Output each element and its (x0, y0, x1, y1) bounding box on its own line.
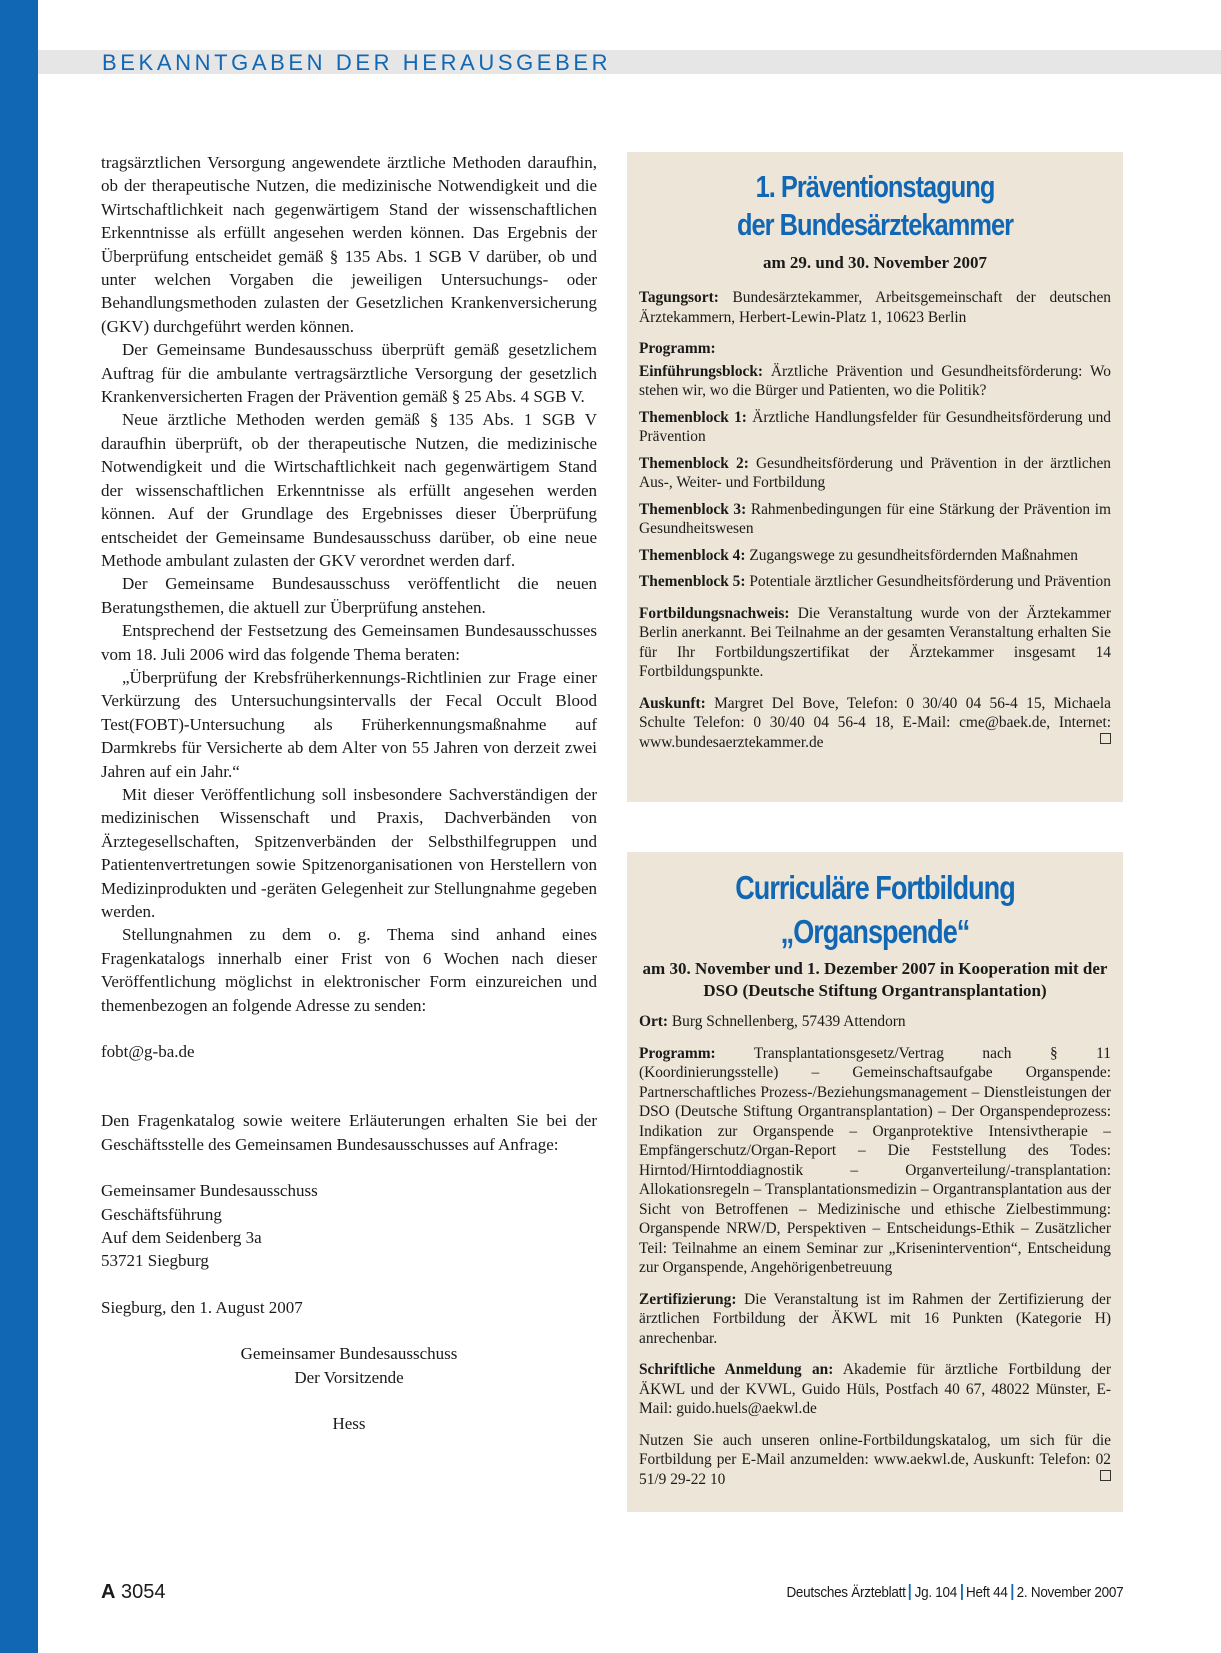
announcement-column (101, 151, 597, 1436)
paragraph: Der Gemeinsame Bundesausschuss überprüft gemäß gesetzlichem Auftrag für die ambulante vertragsärztliche Versorgung der gesetzlich Krankenversicherten Fragen der Prävention gemäß § 25 Abs. 4 SGB V. (101, 340, 597, 407)
postal-address (101, 1179, 597, 1273)
quoted-topic: „Überprüfung der Krebsfrüherkennungs-Richtlinien zur Frage einer Verkürzung des Untersuchungsintervalls der Fecal Occult Blood Test(FOBT)-Untersuchung als Früherkennungsmaßnahme auf Darmkrebs für Versicherte ab dem Alter von 55 Jahren von derzeit zwei Jahren auf ein Jahr.“ (101, 667, 597, 781)
signature-role: Der Vorsitzende (294, 1367, 404, 1387)
section-header: BEKANNTGABEN DER HERAUSGEBER (102, 50, 612, 75)
venue-label: Tagungsort: (639, 289, 719, 306)
event-title-line1: 1. Präventionstagung (755, 169, 995, 204)
page-number: A 3054 (101, 1581, 166, 1603)
program-item-text: Potentiale ärztlicher Gesundheitsförderung und Prävention (749, 573, 1111, 590)
program-label: Programm: (639, 1044, 716, 1062)
signature-name: Hess (332, 1414, 366, 1434)
program-item-label: Themenblock 5: (639, 573, 746, 590)
side-color-bar (0, 0, 38, 1653)
journal-issue: Heft 44 (965, 1584, 1008, 1601)
contact-email: fobt@g-ba.de (101, 1042, 195, 1062)
place-date: Siegburg, den 1. August 2007 (101, 1297, 303, 1317)
program-item-text: Rahmenbedingungen für eine Stärkung der Prävention im Gesundheitswesen (639, 500, 1111, 537)
venue-text: Bundesärztekammer, Arbeitsgemeinschaft der deutschen Ärztekammern, Herbert-Lewin-Platz 1, 10623 Berlin (639, 289, 1111, 326)
credits-text: Die Veranstaltung wurde von der Ärztekammer Berlin anerkannt. Bei Teilnahme an der gesamten Veranstaltung erhalten Sie für Ihr Fortbildungszertifikat der Ärztekammer insgesamt 14 Fortbildungspunkte. (639, 604, 1111, 680)
event-title-line2: „Organspende“ (780, 913, 970, 950)
journal-name: Deutsches Ärzteblatt (786, 1584, 906, 1601)
address-line: 53721 Siegburg (101, 1251, 209, 1271)
journal-volume: Jg. 104 (914, 1584, 957, 1601)
paragraph: Den Fragenkatalog sowie weitere Erläuterungen erhalten Sie bei der Geschäftsstelle des Gemeinsamen Bundesausschusses auf Anfrage: (101, 1111, 597, 1154)
info-label: Auskunft: (639, 694, 706, 712)
paragraph: Der Gemeinsame Bundesausschuss veröffentlicht die neuen Beratungsthemen, die aktuell zur Überprüfung anstehen. (101, 574, 597, 617)
event-date: am 30. November und 1. Dezember 2007 in Kooperation mit der DSO (Deutsche Stiftung Organtransplantation) (642, 959, 1108, 1000)
program-item-text: Ärztliche Handlungsfelder für Gesundheitsförderung und Prävention (639, 408, 1111, 445)
event-box-organspende (627, 852, 1123, 1512)
info-text: Margret Del Bove, Telefon: 0 30/40 04 56-4 15, Michaela Schulte Telefon: 0 30/40 04 56-4 18, E-Mail: cme@baek.de, Internet: www.bundesaerztekammer.de (639, 694, 1111, 751)
credits-label: Fortbildungsnachweis: (639, 604, 790, 622)
signature-organization: Gemeinsamer Bundesausschuss (240, 1344, 458, 1364)
journal-date: 2. November 2007 (1016, 1584, 1123, 1601)
paragraph: tragsärztlichen Versorgung angewendete ärztliche Methoden daraufhin, ob der therapeutische Nutzen, die medizinische Notwendigkeit und die Wirtschaftlichkeit nach gegenwärtigem Stand der wissenschaftlichen Erkenntnisse als erfüllt angesehen werden können. Das Ergebnis der Überprüfung entscheidet gemäß § 135 Abs. 1 SGB V darüber, ob und unter welchen Vorgaben die jeweiligen Untersuchungs- oder Behandlungsmethoden zulasten der Gesetzlichen Krankenversicherung (GKV) durchgeführt werden können. (101, 153, 597, 336)
event-box-praeventionstagung (627, 152, 1123, 802)
event-title-line2: der Bundesärztekammer (736, 207, 1014, 242)
address-line: Geschäftsführung (101, 1204, 222, 1224)
program-item-text: Zugangswege zu gesundheitsfördernden Maßnahmen (749, 546, 1078, 564)
registration-label: Schriftliche Anmeldung an: (639, 1361, 834, 1378)
certification-label: Zertifizierung: (639, 1290, 737, 1308)
online-info-text: Nutzen Sie auch unseren online-Fortbildungskatalog, um sich für die Fortbildung per E-Mail anzumelden: www.aekwl.de, Auskunft: Telefon: 02 51/9 29-22 10 (639, 1431, 1111, 1488)
journal-footer (786, 1584, 1123, 1601)
paragraph: Entsprechend der Festsetzung des Gemeinsamen Bundesausschusses vom 18. Juli 2006 wird das folgende Thema beraten: (101, 621, 597, 664)
program-item-label: Themenblock 4: (639, 546, 746, 564)
address-line: Auf dem Seidenberg 3a (101, 1228, 262, 1248)
venue-label: Ort: (639, 1013, 669, 1030)
program-item-label: Einführungsblock: (639, 362, 764, 380)
program-item-text: Ärztliche Prävention und Gesundheitsförderung: Wo stehen wir, wo die Bürger und Patienten, wo die Politik? (639, 362, 1111, 399)
registration-text: Akademie für ärztliche Fortbildung der ÄKWL und der KVWL, Guido Hüls, Postfach 40 67, 48022 Münster, E-Mail: guido.huels@aekwl.de (639, 1361, 1111, 1417)
venue-text: Burg Schnellenberg, 57439 Attendorn (671, 1013, 906, 1030)
paragraph: Stellungnahmen zu dem o. g. Thema sind anhand eines Fragenkatalogs innerhalb einer Frist von 6 Wochen nach dieser Veröffentlichung möglichst in elektronischer Form einzureichen und themenbezogen an folgende Adresse zu senden: (101, 925, 597, 1015)
program-heading: Programm: (639, 340, 716, 357)
address-line: Gemeinsamer Bundesausschuss (101, 1181, 318, 1201)
certification-text: Die Veranstaltung ist im Rahmen der Zertifizierung der ärztlichen Fortbildung der ÄKWL mit 16 Punkten (Kategorie H) anrechenbar. (639, 1290, 1111, 1347)
end-mark-icon (1100, 733, 1111, 744)
end-mark-icon (1100, 1470, 1111, 1481)
paragraph: Neue ärztliche Methoden werden gemäß § 135 Abs. 1 SGB V daraufhin überprüft, ob der therapeutische Nutzen, die medizinische Notwendigkeit und die Wirtschaftlichkeit nach gegenwärtigem Stand der wissenschaftlichen Erkenntnisse als erfüllt angesehen werden können. Auf der Grundlage des Ergebnisses dieser Überprüfung entscheidet der Gemeinsame Bundesausschuss darüber, ob eine neue Methode ambulant zulasten der GKV verordnet werden darf. (101, 410, 597, 570)
program-item-label: Themenblock 2: (639, 454, 749, 472)
program-text: Transplantationsgesetz/Vertrag nach § 11 (Koordinierungsstelle) – Gemeinschaftsaufgabe Organspende: Partnerschaftliches Prozess-/Beziehungsmanagement – Dienstleistungen der DSO (Deutsche Stiftung Organtransplantation) – Der Organspendeprozess: Indikation zur Organspende – Organprotektive Intensivtherapie – Empfängerschutz/Organ-Report – Die Feststellung des Todes: Hirntod/Hirntoddiagnostik – Organverteilung/-transplantation: Allokationsregeln – Transplantationsmedizin – Organtransplantation aus der Sicht von Betroffenen – Medizinische und ethische Zielbestimmung: Organspende NRW/D, Perspektiven – Entscheidungs-Ethik – Zusätzlicher Teil: Teilnahme an einem Seminar zur „Krisenintervention“, Entscheidung zur Organspende, Angehörigenbetreuung (639, 1044, 1112, 1276)
program-item-label: Themenblock 1: (639, 408, 747, 426)
event-date: am 29. und 30. November 2007 (763, 253, 987, 272)
paragraph: Mit dieser Veröffentlichung soll insbesondere Sachverständigen der medizinischen Wissenschaft und Praxis, Dachverbänden von Ärztegesellschaften, Spitzenverbänden der Selbsthilfegruppen und Patientenvertretungen sowie Spitzenorganisationen von Herstellern von Medizinprodukten und -geräten Gelegenheit zur Stellungnahme gegeben werden. (101, 784, 597, 921)
program-item-text: Gesundheitsförderung und Prävention in der ärztlichen Aus-, Weiter- und Fortbildung (639, 454, 1111, 491)
program-item-label: Themenblock 3: (639, 500, 747, 518)
event-title-line1: Curriculäre Fortbildung (735, 869, 1015, 906)
